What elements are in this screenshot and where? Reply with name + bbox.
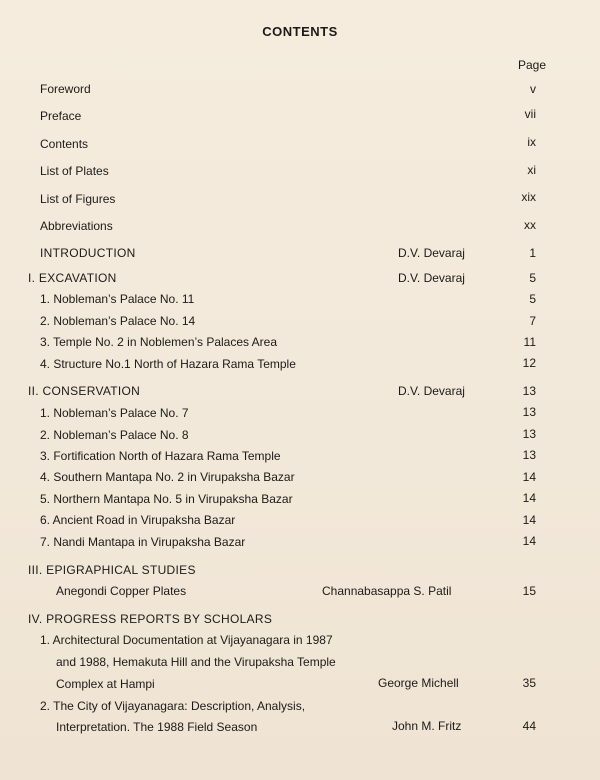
toc-section-heading: II. CONSERVATION — [28, 384, 141, 398]
toc-page-number: xx — [524, 218, 536, 232]
toc-entry-contents: Contents — [40, 137, 89, 151]
toc-item-line: Complex at Hampi — [56, 677, 155, 691]
toc-item: 1. Nobleman’s Palace No. 7 — [40, 406, 189, 420]
toc-item: 5. Northern Mantapa No. 5 in Virupaksha Bazar — [40, 492, 293, 506]
toc-page-number: 14 — [522, 513, 536, 527]
toc-entry-list-of-figures: List of Figures — [40, 192, 116, 206]
toc-author: John M. Fritz — [392, 719, 462, 733]
toc-author: Channabasappa S. Patil — [322, 584, 452, 598]
toc-author: D.V. Devaraj — [398, 384, 465, 398]
toc-item: 2. Nobleman’s Palace No. 8 — [40, 428, 189, 442]
toc-page-number: 13 — [522, 448, 536, 462]
toc-entry-list-of-plates: List of Plates — [40, 164, 109, 178]
toc-item: Anegondi Copper Plates — [56, 584, 187, 598]
page-column-heading: Page — [518, 58, 547, 72]
toc-page-number: 35 — [522, 676, 536, 690]
toc-page-number: 7 — [529, 314, 536, 328]
toc-item-line: 1. Architectural Documentation at Vijayanagara in 1987 — [40, 633, 333, 647]
toc-item: 3. Fortification North of Hazara Rama Temple — [40, 449, 281, 463]
toc-page-number: 13 — [522, 405, 536, 419]
toc-page-number: vii — [524, 107, 536, 121]
toc-item: 6. Ancient Road in Virupaksha Bazar — [40, 513, 236, 527]
toc-page-number: 11 — [523, 335, 536, 349]
toc-item-line: and 1988, Hemakuta Hill and the Virupaksha Temple — [56, 655, 336, 669]
toc-page-number: ix — [527, 135, 536, 149]
toc-entry-foreword: Foreword — [40, 82, 91, 96]
toc-page-number: 44 — [522, 719, 536, 733]
toc-item-line: 2. The City of Vijayanagara: Description, Analysis, — [40, 699, 306, 713]
toc-page-number: 14 — [522, 470, 536, 484]
toc-page-number: xix — [521, 190, 536, 204]
toc-item: 3. Temple No. 2 in Noblemen’s Palaces Area — [40, 335, 278, 349]
toc-page-number: 12 — [522, 356, 536, 370]
toc-entry-introduction: INTRODUCTION — [40, 246, 136, 260]
toc-section-heading: I. EXCAVATION — [28, 271, 117, 285]
toc-section-heading: III. EPIGRAPHICAL STUDIES — [28, 563, 196, 577]
toc-page-number: 14 — [522, 491, 536, 505]
toc-page-number: 13 — [522, 427, 536, 441]
toc-item: 2. Nobleman’s Palace No. 14 — [40, 314, 196, 328]
toc-section-heading: IV. PROGRESS REPORTS BY SCHOLARS — [28, 612, 273, 626]
toc-item: 4. Structure No.1 North of Hazara Rama Temple — [40, 357, 296, 371]
toc-page-number: 5 — [529, 292, 536, 306]
page-title: CONTENTS — [262, 24, 338, 39]
toc-entry-abbreviations: Abbreviations — [40, 219, 113, 233]
toc-author: D.V. Devaraj — [398, 271, 465, 285]
toc-page-number: 15 — [522, 584, 536, 598]
toc-author: D.V. Devaraj — [398, 246, 465, 260]
toc-item: 4. Southern Mantapa No. 2 in Virupaksha Bazar — [40, 470, 295, 484]
toc-page-number: 1 — [529, 246, 536, 260]
toc-page-number: 14 — [522, 534, 536, 548]
toc-page-number: v — [530, 82, 536, 96]
toc-item-line: Interpretation. The 1988 Field Season — [56, 720, 258, 734]
toc-entry-preface: Preface — [40, 109, 82, 123]
toc-item: 7. Nandi Mantapa in Virupaksha Bazar — [40, 535, 246, 549]
toc-page-number: 13 — [522, 384, 536, 398]
toc-page-number: 5 — [529, 271, 536, 285]
toc-item: 1. Nobleman’s Palace No. 11 — [40, 292, 195, 306]
toc-author: George Michell — [378, 676, 459, 690]
toc-page-number: xi — [527, 163, 536, 177]
